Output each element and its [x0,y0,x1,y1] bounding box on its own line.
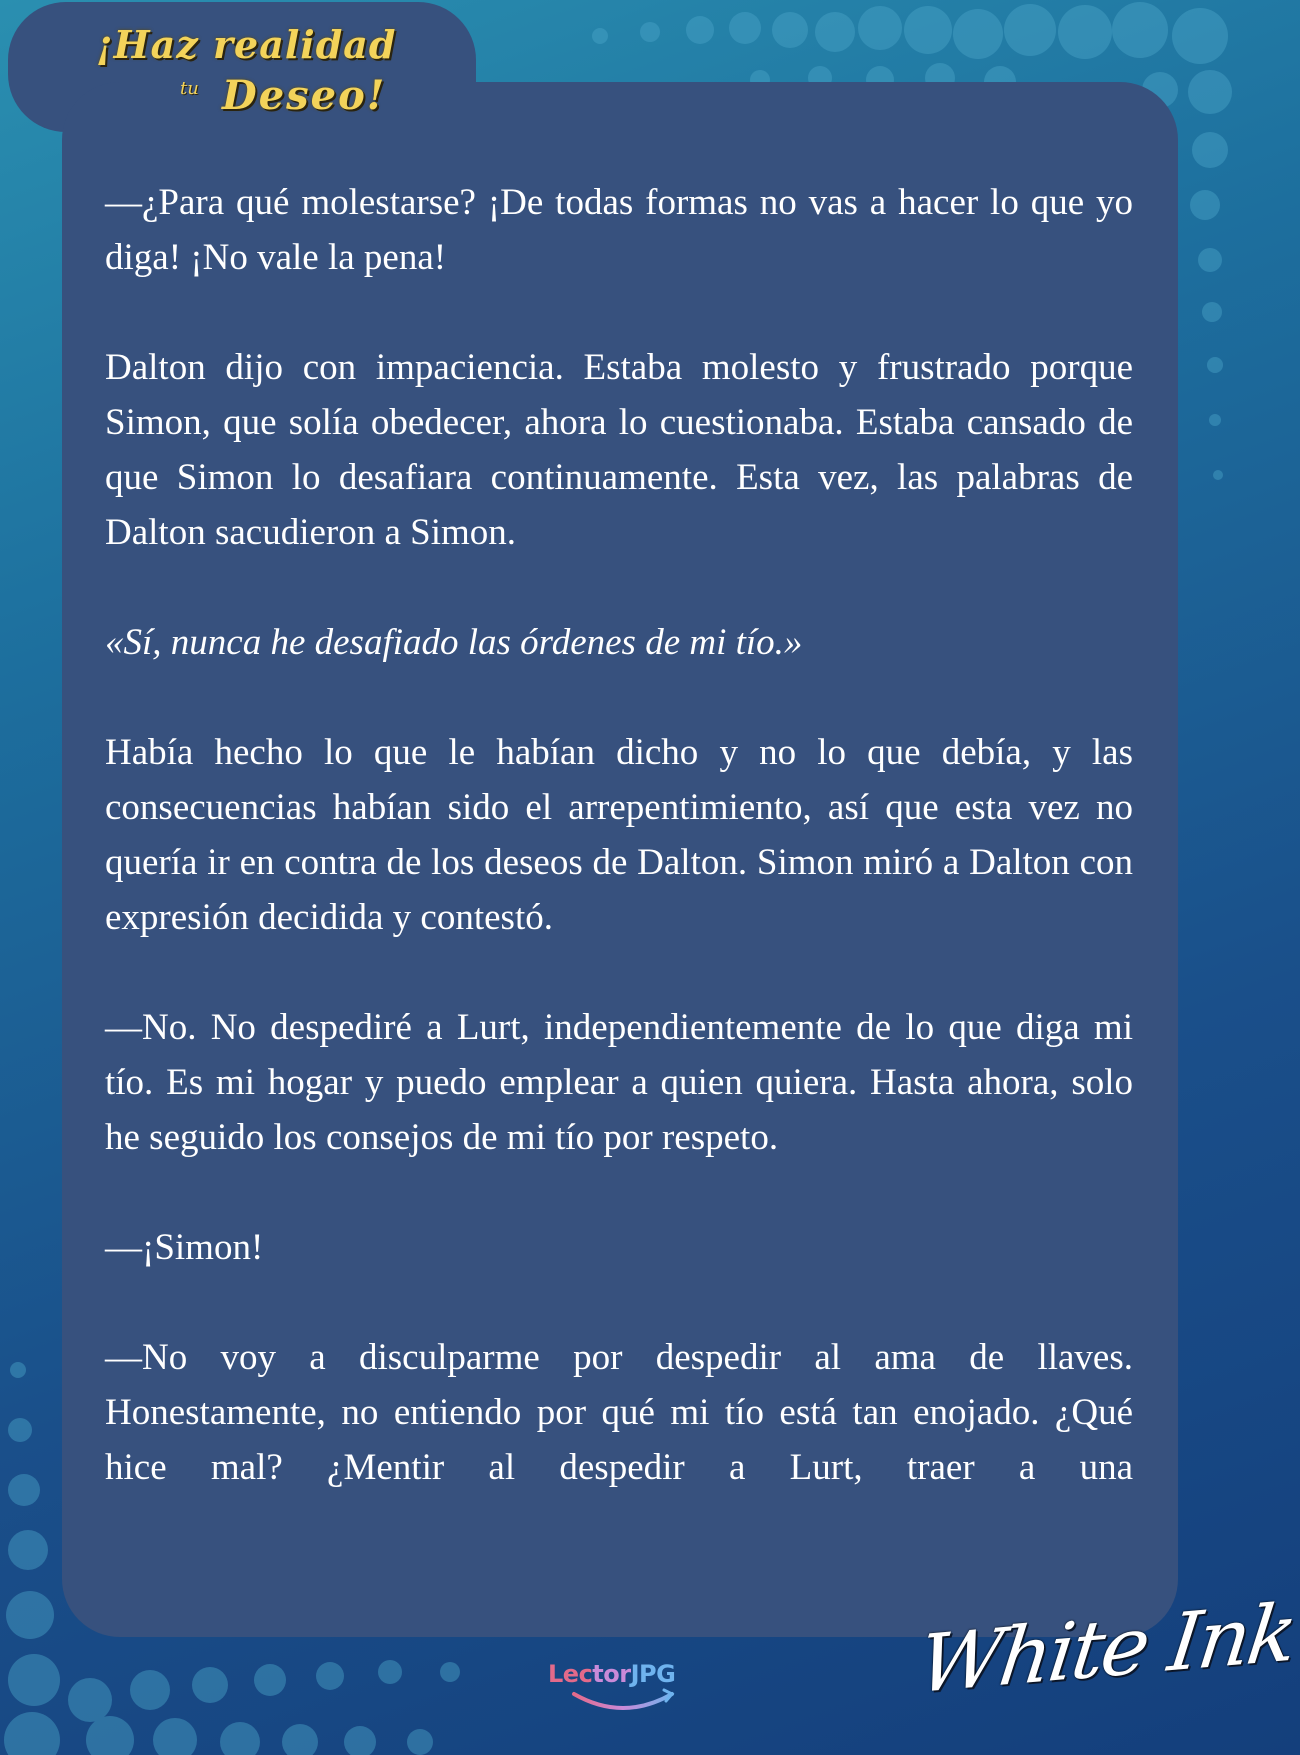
paragraph-2: Dalton dijo con impaciencia. Estaba molesto y frustrado porque Simon, que solía obedecer, ahora lo cuestionaba. Estaba cansado de que Simon lo desafiara continuamente. Esta vez, las palabras de Dalton sacudieron a Simon. [105,347,1133,553]
paragraph-4: Había hecho lo que le habían dicho y no lo que debía, y las consecuencias habían sido el arrepentimiento, así que esta vez no quería ir en contra de los deseos de Dalton. Simon miró a Dalton con expresión decidida y contestó. [105,732,1133,938]
logo-line2-big: Deseo! [222,72,387,119]
paragraph-1: —¿Para qué molestarse? ¡De todas formas no vas a hacer lo que yo diga! ¡No vale la pena! [105,182,1133,278]
paragraph-6: —¡Simon! [105,1227,264,1268]
logo-line1: ¡Haz realidad [96,22,397,67]
lectorjpg-wordmark: LectorJPG [548,1660,676,1688]
paragraph-3-thought: «Sí, nunca he desafiado las órdenes de mi tío.» [105,622,803,663]
lectorjpg-logo [548,1660,698,1720]
story-text [105,175,1133,1550]
white-ink-signature: White Ink [913,1586,1300,1711]
paragraph-7: —No voy a disculparme por despedir al ama de llaves. Honestamente, no entiendo por qué mi tío está tan enojado. ¿Qué hice mal? ¿Mentir al despedir a Lurt, traer a una [105,1337,1133,1488]
paragraph-5: —No. No despediré a Lurt, independientemente de lo que diga mi tío. Es mi hogar y puedo emplear a quien quiera. Hasta ahora, solo he seguido los consejos de mi tío por respeto. [105,1007,1133,1158]
logo-line2-small: tu [180,78,199,99]
haz-realidad-tu-deseo-logo [92,18,397,128]
smile-arc-icon [568,1688,678,1718]
